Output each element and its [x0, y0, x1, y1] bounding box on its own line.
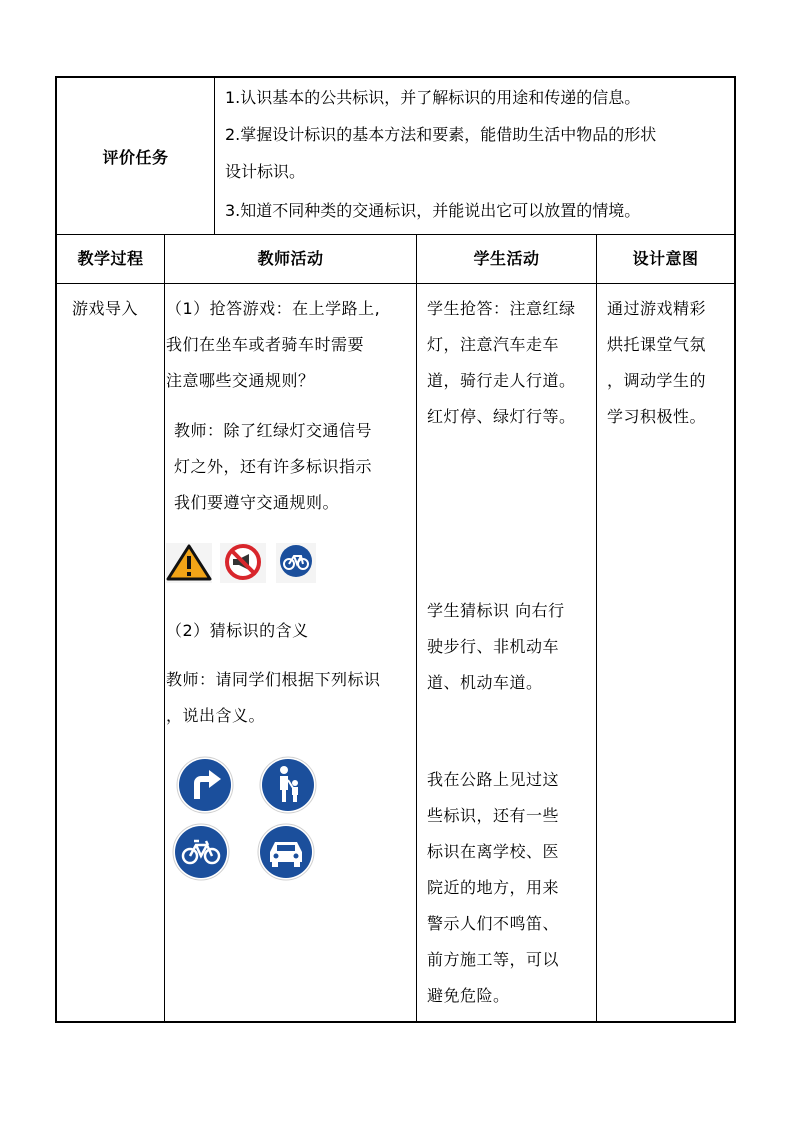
student-seen-6: 前方施工等，可以	[427, 950, 560, 969]
guess-line-2: ，说出含义。	[166, 706, 266, 725]
col-divider-2	[416, 234, 417, 1023]
game-line-2: 我们在坐车或者骑车时需要	[166, 335, 365, 354]
header-top-line	[55, 234, 736, 235]
col-divider-1	[164, 234, 165, 1023]
design-line-3: ，调动学生的	[607, 371, 707, 390]
header-teacher: 教师活动	[257, 249, 324, 268]
eval-item-2-cont: 设计标识。	[225, 162, 306, 181]
bicycle-lane-icon	[276, 543, 316, 583]
teacher-line-1: 教师：除了红绿灯交通信号	[174, 421, 373, 440]
eval-item-1: 1.认识基本的公共标识，并了解标识的用途和传递的信息。	[225, 88, 641, 107]
motor-vehicle-icon	[256, 822, 316, 882]
student-answer-1: 学生抢答：注意红绿	[427, 299, 576, 318]
student-guess-2: 驶步行、非机动车	[427, 637, 560, 656]
design-line-4: 学习积极性。	[607, 407, 707, 426]
pedestrian-icon	[258, 755, 318, 815]
student-guess-1: 学生猜标识 向右行	[427, 601, 565, 620]
col-divider-3	[596, 234, 597, 1023]
bicycle-icon	[171, 822, 231, 882]
eval-item-2: 2.掌握设计标识的基本方法和要素，能借助生活中物品的形状	[225, 125, 657, 144]
process-game-intro: 游戏导入	[72, 299, 139, 318]
header-design: 设计意图	[632, 249, 699, 268]
game-line-1: （1）抢答游戏：在上学路上,	[166, 299, 381, 318]
guess-title: （2）猜标识的含义	[166, 621, 309, 640]
design-line-2: 烘托课堂气氛	[607, 335, 707, 354]
teacher-line-3: 我们要遵守交通规则。	[174, 493, 340, 512]
student-seen-1: 我在公路上见过这	[427, 770, 560, 789]
student-seen-3: 标识在离学校、医	[427, 842, 560, 861]
no-horn-icon	[220, 543, 266, 583]
teacher-line-2: 灯之外，还有许多标识指示	[174, 457, 373, 476]
warning-triangle-icon	[166, 543, 212, 583]
eval-divider	[214, 76, 215, 234]
header-process: 教学过程	[77, 249, 144, 268]
student-seen-5: 警示人们不鸣笛、	[427, 914, 560, 933]
header-bottom-line	[55, 283, 736, 284]
student-seen-2: 些标识，还有一些	[427, 806, 560, 825]
student-answer-2: 灯，注意汽车走车	[427, 335, 560, 354]
eval-label: 评价任务	[102, 148, 169, 167]
design-line-1: 通过游戏精彩	[607, 299, 707, 318]
header-student: 学生活动	[473, 249, 540, 268]
student-answer-3: 道，骑行走人行道。	[427, 371, 576, 390]
student-guess-3: 道、机动车道。	[427, 673, 543, 692]
guess-line-1: 教师：请同学们根据下列标识	[166, 670, 381, 689]
eval-item-3: 3.知道不同种类的交通标识，并能说出它可以放置的情境。	[225, 201, 641, 220]
turn-right-icon	[175, 755, 235, 815]
game-line-3: 注意哪些交通规则？	[166, 371, 315, 390]
student-answer-4: 红灯停、绿灯行等。	[427, 407, 576, 426]
student-seen-7: 避免危险。	[427, 986, 510, 1005]
student-seen-4: 院近的地方，用来	[427, 878, 560, 897]
